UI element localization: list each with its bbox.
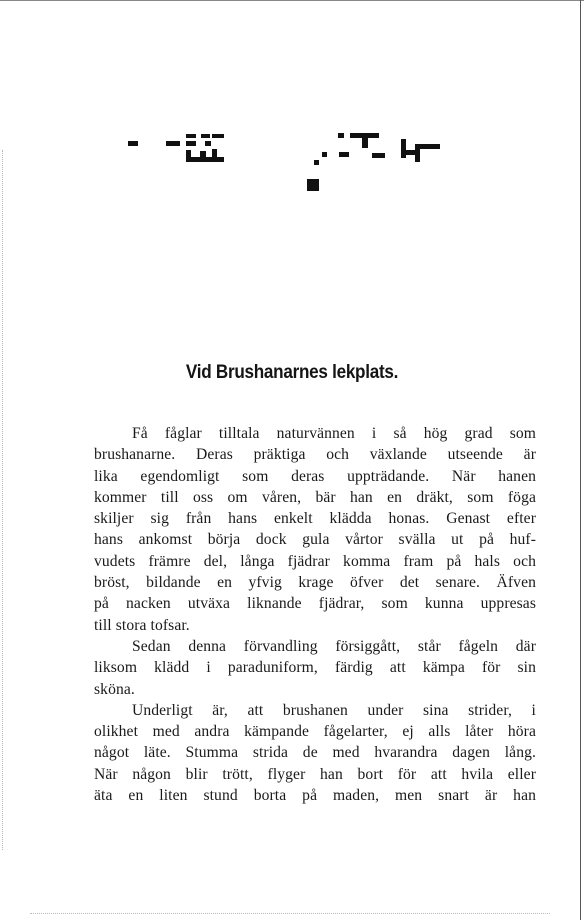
body-text (94, 423, 536, 806)
text-line: liksom klädd i paraduniform, färdig att kämpa för sin (94, 659, 536, 677)
text-line: till stora tofsar. (94, 616, 190, 634)
text-line: Sedan denna förvandling försiggått, står fågeln där (132, 637, 536, 655)
decorative-block-ornament-icon (0, 0, 584, 200)
text-line: kommer till oss om våren, bär han en dräkt, som föga (94, 488, 536, 506)
paragraph-1 (94, 423, 536, 636)
text-line: Få fåglar tilltala naturvännen i så hög grad som (132, 425, 536, 442)
text-line: brushanarne. Deras präktiga och växlande utseende är (94, 446, 536, 464)
text-line: Underligt är, att brushanen under sina strider, i (132, 701, 536, 719)
page-bottom-edge (30, 912, 550, 914)
text-line: vudets främre del, långa fjädrar komma fram på hals och (94, 552, 536, 570)
text-line: hans ankomst börja dock gula vårtor svälla ut på huf- (94, 531, 536, 549)
text-line: bröst, bildande en yfvig krage öfver det senare. Äfven (94, 574, 536, 592)
page-left-edge (2, 150, 4, 850)
text-line: på nacken utväxa liknande fjädrar, som kunna uppresas (94, 595, 536, 613)
text-line: När någon blir trött, flyger han bort för att hvila eller (94, 765, 536, 783)
text-line: lika egendomligt som deras uppträdande. När hanen (94, 467, 536, 485)
paragraph-3 (94, 700, 536, 806)
text-line: sköna. (94, 680, 135, 698)
text-line: något läte. Stumma strida de med hvarandra dagen lång. (94, 744, 536, 762)
text-line: äta en liten stund borta på maden, men snart är han (94, 787, 536, 805)
chapter-heading: Vid Brushanarnes lekplats. (185, 362, 399, 383)
text-line: olikhet med andra kämpande fågelarter, ej alls låter höra (94, 723, 536, 741)
paragraph-2 (94, 636, 536, 700)
text-line: skiljer sig från hans enkelt klädda honas. Genast efter (94, 510, 536, 528)
